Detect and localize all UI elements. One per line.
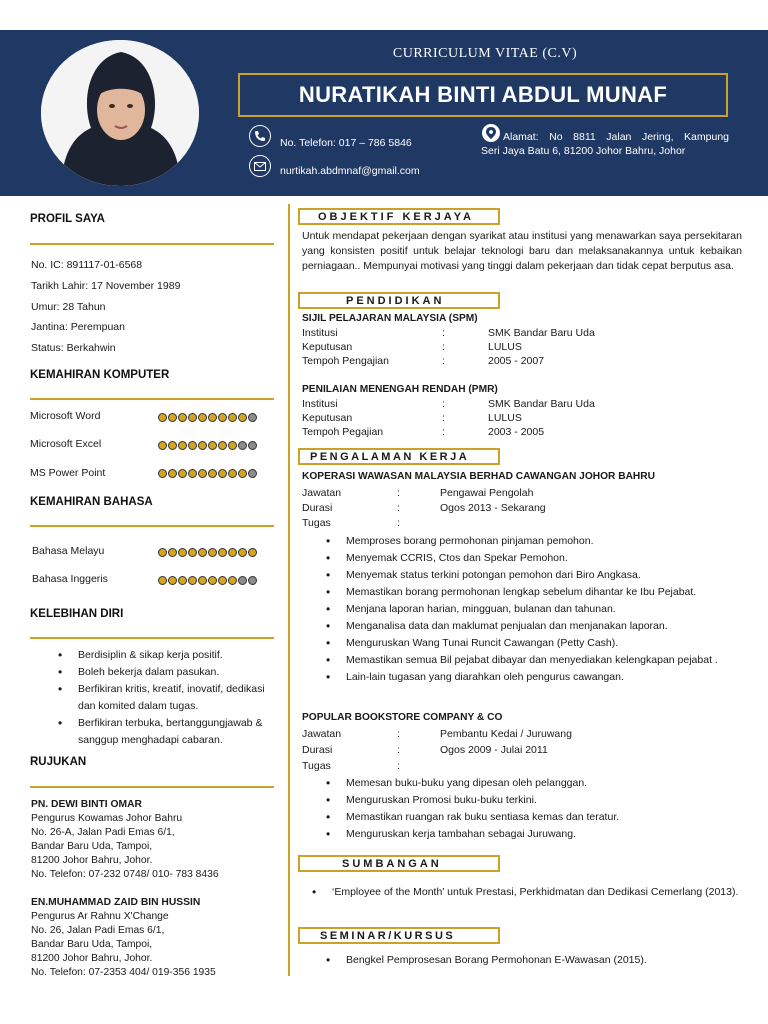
education-heading: PENDIDIKAN bbox=[298, 292, 500, 309]
rating-dot-filled bbox=[188, 413, 197, 422]
rating-dot-filled bbox=[188, 548, 197, 557]
reference-line: No. 26, Jalan Padi Emas 6/1, bbox=[31, 925, 165, 936]
awards-list bbox=[310, 884, 742, 901]
rating-dot-filled bbox=[218, 576, 227, 585]
reference-2 bbox=[31, 896, 216, 980]
rating-dot-filled bbox=[238, 469, 247, 478]
job-row bbox=[302, 728, 762, 742]
objective-text: Untuk mendapat pekerjaan dengan syarikat atau institusi yang menawarkan saya persekitaran yang konsisten positif untuk belajar teknologi baru dan melaksanakannya untuk kebaikan perniagaan.. Mempunyai motivasi yang tinggi dalam pekerjaan dan tidak cepat berputus asa. bbox=[302, 230, 742, 272]
row-sep: : bbox=[442, 426, 445, 438]
education-row bbox=[302, 412, 762, 426]
references-heading: RUJUKAN bbox=[30, 756, 87, 768]
marital-status: Status: Berkahwin bbox=[31, 342, 116, 354]
row-value: Pengawai Pengolah bbox=[440, 487, 534, 499]
duties-list bbox=[324, 775, 748, 843]
row-label: Tugas bbox=[302, 517, 331, 529]
gender: Jantina: Perempuan bbox=[31, 321, 125, 333]
skill-rating bbox=[158, 441, 257, 450]
list-item: • Menyemak status terkini potongan pemohon dari Biro Angkasa. bbox=[324, 567, 748, 584]
rating-dot-filled bbox=[158, 441, 167, 450]
profile-photo bbox=[41, 40, 199, 186]
row-sep: : bbox=[442, 398, 445, 410]
rating-dot-filled bbox=[238, 548, 247, 557]
list-item: • Menganalisa data dan maklumat penjualan dan menjanakan laporan. bbox=[324, 618, 748, 635]
ic-number: No. IC: 891117-01-6568 bbox=[31, 259, 143, 271]
list-item: • Menjana laporan harian, mingguan, bulanan dan tahunan. bbox=[324, 601, 748, 618]
rating-dot-filled bbox=[228, 548, 237, 557]
email-icon bbox=[249, 155, 271, 177]
column-divider bbox=[288, 204, 290, 976]
address-line-1: Alamat: No 8811 Jalan Jering, Kampung bbox=[503, 131, 729, 143]
experience-heading: PENGALAMAN KERJA bbox=[298, 448, 500, 465]
rating-dot-filled bbox=[218, 441, 227, 450]
rating-dot-filled bbox=[168, 469, 177, 478]
rating-dot-filled bbox=[228, 441, 237, 450]
list-item: • Memesan buku-buku yang dipesan oleh pelanggan. bbox=[324, 775, 748, 792]
rating-dot-filled bbox=[178, 441, 187, 450]
row-label: Tempoh Pengajian bbox=[302, 355, 389, 367]
skill-rating bbox=[158, 469, 257, 478]
rating-dot-empty bbox=[248, 441, 257, 450]
strengths-divider bbox=[30, 637, 274, 639]
row-sep: : bbox=[397, 760, 400, 772]
rating-dot-filled bbox=[178, 413, 187, 422]
email-text[interactable]: nurtikah.abdmnaf@gmail.com bbox=[280, 165, 420, 177]
rating-dot-filled bbox=[238, 413, 247, 422]
rating-dot-filled bbox=[208, 548, 217, 557]
list-item: • Menyemak CCRIS, Ctos dan Spekar Pemohon. bbox=[324, 550, 748, 567]
language-skills-divider bbox=[30, 525, 274, 527]
job-row bbox=[302, 517, 762, 531]
rating-dot-filled bbox=[218, 469, 227, 478]
rating-dot-filled bbox=[178, 576, 187, 585]
education-row bbox=[302, 355, 762, 369]
rating-dot-empty bbox=[238, 576, 247, 585]
strengths-list bbox=[56, 647, 281, 749]
row-sep: : bbox=[442, 341, 445, 353]
reference-line: No. 26-A, Jalan Padi Emas 6/1, bbox=[31, 827, 175, 838]
job-row bbox=[302, 744, 762, 758]
skill-name: Microsoft Excel bbox=[30, 438, 102, 450]
rating-dot-filled bbox=[168, 576, 177, 585]
profile-photo-illustration bbox=[41, 40, 199, 186]
row-label: Institusi bbox=[302, 398, 338, 410]
rating-dot-filled bbox=[198, 469, 207, 478]
row-value: Ogos 2009 - Julai 2011 bbox=[440, 744, 548, 756]
reference-1 bbox=[31, 798, 219, 882]
address-line-2: Seri Jaya Batu 6, 81200 Johor Bahru, Johor bbox=[481, 145, 686, 157]
rating-dot-empty bbox=[238, 441, 247, 450]
rating-dot-empty bbox=[248, 469, 257, 478]
list-item: • Memastikan semua Bil pejabat dibayar dan menyediakan kelengkapan pejabat . bbox=[324, 652, 748, 669]
list-item: • Menguruskan Wang Tunai Runcit Cawangan (Petty Cash). bbox=[324, 635, 748, 652]
reference-name: PN. DEWI BINTI OMAR bbox=[31, 799, 142, 810]
reference-line: 81200 Johor Bahru, Johor. bbox=[31, 953, 153, 964]
row-sep: : bbox=[397, 517, 400, 529]
rating-dot-filled bbox=[188, 576, 197, 585]
row-label: Durasi bbox=[302, 744, 333, 756]
row-value: Ogos 2013 - Sekarang bbox=[440, 502, 546, 514]
rating-dot-filled bbox=[208, 576, 217, 585]
row-sep: : bbox=[442, 412, 445, 424]
profile-heading: PROFIL SAYA bbox=[30, 213, 105, 225]
education-row bbox=[302, 341, 762, 355]
row-sep: : bbox=[397, 744, 400, 756]
education-title: SIJIL PELAJARAN MALAYSIA (SPM) bbox=[302, 313, 478, 324]
rating-dot-filled bbox=[218, 548, 227, 557]
list-item: • Menguruskan kerja tambahan sebagai Juruwang. bbox=[324, 826, 748, 843]
row-label: Jawatan bbox=[302, 728, 342, 740]
reference-line: Bandar Baru Uda, Tampoi, bbox=[31, 841, 153, 852]
rating-dot-filled bbox=[248, 548, 257, 557]
rating-dot-filled bbox=[168, 441, 177, 450]
row-value: LULUS bbox=[488, 412, 522, 424]
row-value: Pembantu Kedai / Juruwang bbox=[440, 728, 572, 740]
skill-name: Microsoft Word bbox=[30, 410, 101, 422]
rating-dot-empty bbox=[248, 576, 257, 585]
company-name: POPULAR BOOKSTORE COMPANY & CO bbox=[302, 712, 503, 723]
list-item: • Lain-lain tugasan yang diarahkan oleh pengurus cawangan. bbox=[324, 669, 748, 686]
reference-line: No. Telefon: 07-232 0748/ 010- 783 8436 bbox=[31, 869, 219, 880]
rating-dot-filled bbox=[198, 576, 207, 585]
education-row bbox=[302, 327, 762, 341]
list-item: • Berfikiran terbuka, bertanggungjawab & sanggup menghadapi cabaran. bbox=[56, 715, 281, 749]
rating-dot-filled bbox=[208, 441, 217, 450]
rating-dot-filled bbox=[158, 469, 167, 478]
row-label: Keputusan bbox=[302, 341, 353, 353]
phone-icon bbox=[249, 125, 271, 147]
rating-dot-filled bbox=[218, 413, 227, 422]
seminars-heading: SEMINAR/KURSUS bbox=[298, 927, 500, 944]
row-value: LULUS bbox=[488, 341, 522, 353]
list-item: • Memastikan ruangan rak buku sentiasa kemas dan teratur. bbox=[324, 809, 748, 826]
rating-dot-filled bbox=[168, 548, 177, 557]
row-sep: : bbox=[442, 355, 445, 367]
list-item: • Memastikan borang permohonan lengkap sebelum dihantar ke Ibu Pejabat. bbox=[324, 584, 748, 601]
row-value: SMK Bandar Baru Uda bbox=[488, 398, 595, 410]
rating-dot-filled bbox=[198, 413, 207, 422]
row-value: 2005 - 2007 bbox=[488, 355, 545, 367]
rating-dot-filled bbox=[198, 548, 207, 557]
full-name: NURATIKAH BINTI ABDUL MUNAF bbox=[238, 73, 728, 117]
job-row bbox=[302, 487, 762, 501]
row-label: Tempoh Pegajian bbox=[302, 426, 384, 438]
rating-dot-filled bbox=[208, 413, 217, 422]
row-sep: : bbox=[397, 502, 400, 514]
company-name: KOPERASI WAWASAN MALAYSIA BERHAD CAWANGAN JOHOR BAHRU bbox=[302, 471, 655, 482]
rating-dot-filled bbox=[188, 441, 197, 450]
list-item: • Berdisiplin & sikap kerja positif. bbox=[56, 647, 281, 664]
duties-list bbox=[324, 533, 748, 686]
language-rating bbox=[158, 576, 257, 585]
rating-dot-filled bbox=[178, 469, 187, 478]
strengths-heading: KELEBIHAN DIRI bbox=[30, 608, 124, 620]
phone-text: No. Telefon: 017 – 786 5846 bbox=[280, 137, 412, 149]
language-skills-heading: KEMAHIRAN BAHASA bbox=[30, 496, 153, 508]
birth-date: Tarikh Lahir: 17 November 1989 bbox=[31, 280, 181, 292]
list-item: • Boleh bekerja dalam pasukan. bbox=[56, 664, 281, 681]
rating-dot-filled bbox=[168, 413, 177, 422]
job-row bbox=[302, 760, 762, 774]
row-label: Institusi bbox=[302, 327, 338, 339]
rating-dot-empty bbox=[248, 413, 257, 422]
objective-heading: OBJEKTIF KERJAYA bbox=[298, 208, 500, 225]
rating-dot-filled bbox=[188, 469, 197, 478]
awards-heading: SUMBANGAN bbox=[298, 855, 500, 872]
references-divider bbox=[30, 786, 274, 788]
list-item: • Bengkel Pemprosesan Borang Permohonan E-Wawasan (2015). bbox=[324, 952, 748, 969]
reference-line: Pengurus Ar Rahnu X'Change bbox=[31, 911, 169, 922]
rating-dot-filled bbox=[208, 469, 217, 478]
row-label: Tugas bbox=[302, 760, 331, 772]
computer-skills-divider bbox=[30, 398, 274, 400]
list-item: • Berfikiran kritis, kreatif, inovatif, dedikasi dan komited dalam tugas. bbox=[56, 681, 281, 715]
list-item: • Memproses borang permohonan pinjaman pemohon. bbox=[324, 533, 748, 550]
age: Umur: 28 Tahun bbox=[31, 301, 106, 313]
list-item: • Menguruskan Promosi buku-buku terkini. bbox=[324, 792, 748, 809]
reference-name: EN.MUHAMMAD ZAID BIN HUSSIN bbox=[31, 897, 201, 908]
profile-divider bbox=[30, 243, 274, 245]
rating-dot-filled bbox=[228, 576, 237, 585]
education-title: PENILAIAN MENENGAH RENDAH (PMR) bbox=[302, 384, 498, 395]
reference-line: 81200 Johor Bahru, Johor. bbox=[31, 855, 153, 866]
row-value: 2003 - 2005 bbox=[488, 426, 545, 438]
row-label: Durasi bbox=[302, 502, 333, 514]
reference-line: Pengurus Kowamas Johor Bahru bbox=[31, 813, 183, 824]
rating-dot-filled bbox=[158, 413, 167, 422]
language-name: Bahasa Inggeris bbox=[32, 573, 108, 585]
rating-dot-filled bbox=[228, 469, 237, 478]
rating-dot-filled bbox=[198, 441, 207, 450]
rating-dot-filled bbox=[228, 413, 237, 422]
row-label: Keputusan bbox=[302, 412, 353, 424]
computer-skills-heading: KEMAHIRAN KOMPUTER bbox=[30, 369, 170, 381]
language-rating bbox=[158, 548, 257, 557]
row-sep: : bbox=[442, 327, 445, 339]
location-pin-icon bbox=[482, 124, 500, 142]
list-item: • ‘Employee of the Month’ untuk Prestasi, Perkhidmatan dan Dedikasi Cemerlang (2013). bbox=[310, 884, 742, 901]
seminars-list bbox=[324, 952, 748, 969]
job-row bbox=[302, 502, 762, 516]
reference-line: Bandar Baru Uda, Tampoi, bbox=[31, 939, 153, 950]
rating-dot-filled bbox=[178, 548, 187, 557]
row-value: SMK Bandar Baru Uda bbox=[488, 327, 595, 339]
language-name: Bahasa Melayu bbox=[32, 545, 105, 557]
rating-dot-filled bbox=[158, 576, 167, 585]
skill-name: MS Power Point bbox=[30, 467, 106, 479]
rating-dot-filled bbox=[158, 548, 167, 557]
row-label: Jawatan bbox=[302, 487, 342, 499]
skill-rating bbox=[158, 413, 257, 422]
reference-line: No. Telefon: 07-2353 404/ 019-356 1935 bbox=[31, 967, 216, 978]
education-row bbox=[302, 426, 762, 440]
education-row bbox=[302, 398, 762, 412]
cv-title: CURRICULUM VITAE (C.V) bbox=[392, 46, 578, 61]
row-sep: : bbox=[397, 728, 400, 740]
row-sep: : bbox=[397, 487, 400, 499]
